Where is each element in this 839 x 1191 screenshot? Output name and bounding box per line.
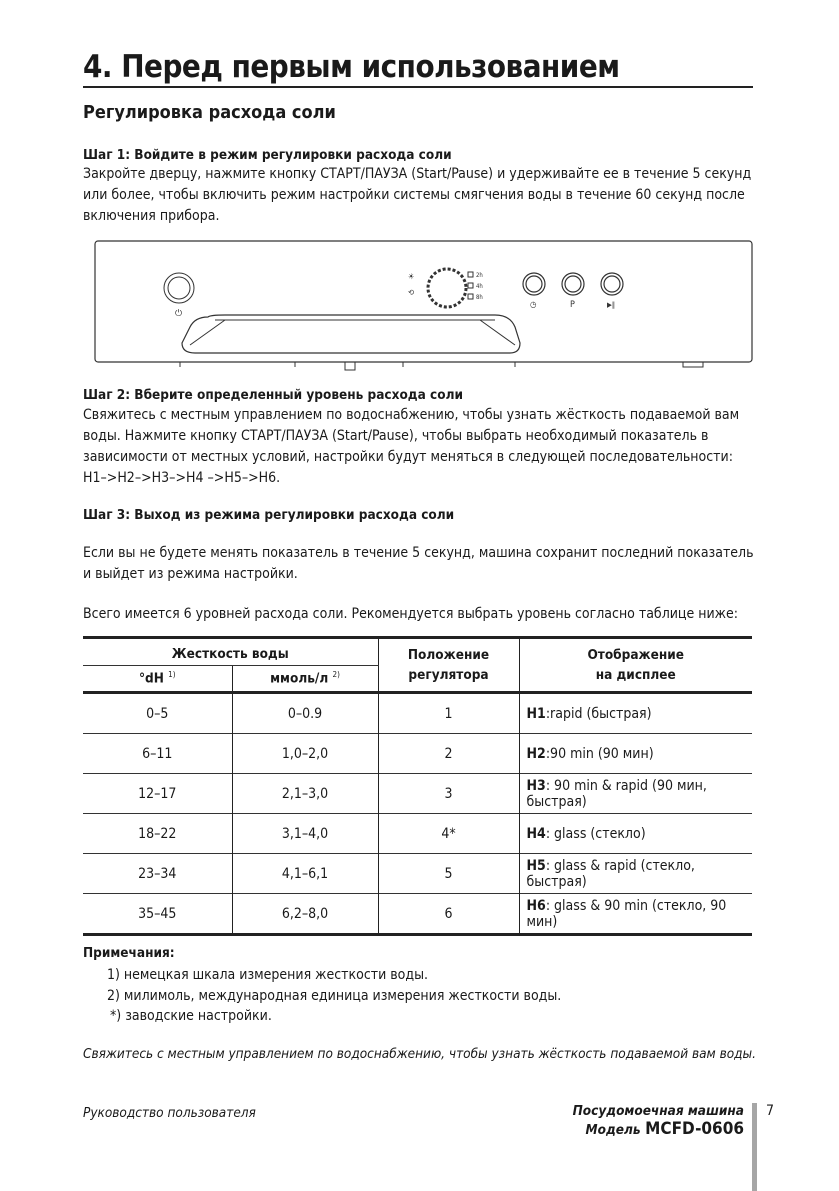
step2-heading: Шаг 2: Вберите определенный уровень расхода соли [83,387,463,403]
header-dh: °dH $^{1)}$ [138,670,176,687]
program-dial [428,269,466,307]
header-mmol: ммоль/л $^{2)}$ [232,666,378,693]
display-desc: : glass (стекло) [545,825,646,842]
step2-text: Свяжитесь с местным управлением по водоснабжению, чтобы узнать жёсткость подаваемой вам воды. Нажмите кнопку СТАРТ/ПАУЗА (Start/Pause), чтобы выбрать необходимый показатель в зависимости от местных условий, настройки будут меняться в следующей последовательности: H1–>H2–>H3–>H4 –>H5–>H6. [83,407,740,486]
note-3: *) заводские настройки. [110,1008,272,1024]
display-desc: : glass & 90 min (стекло, 90 мин) [526,897,727,930]
footer-bar [752,1103,757,1191]
program-icon: P [570,300,575,310]
step3-heading: Шаг 3: Выход из режима регулировки расхода соли [83,507,455,523]
model-number: MCFD-0606 [645,1119,744,1139]
cell-dh: 0–5 [146,705,169,722]
product-name: Посудомоечная машина [572,1103,744,1119]
cell-dh: 18–22 [83,814,232,854]
table-row [83,734,752,774]
display-code: H4 [526,825,546,842]
cell-dh: 35–45 [83,894,232,935]
footer-manual: Руководство пользователя [83,1105,256,1121]
cell-position: 1 [378,693,519,734]
header-position: Положение регулятора [378,638,519,693]
dry-icon: ☀ [408,272,415,281]
table-row [83,774,752,814]
timer-8h: 8h [476,294,483,301]
cell-display [519,894,752,935]
cell-position: 5 [378,854,519,894]
contact-note: Свяжитесь с местным управлением по водоснабжению, чтобы узнать жёсткость подаваемой вам воды. [83,1046,756,1062]
notes-heading: Примечания: [83,945,175,961]
cell-mmol: 2,1–3,0 [232,774,378,814]
cell-display [519,734,752,774]
display-code: H2 [526,745,546,762]
page-title: 4. Перед первым использованием [83,48,753,88]
header-display: Отображение на дисплее [519,638,752,693]
start-pause-icon: ▶‖ [607,301,615,309]
table-row [83,693,752,734]
model-label: Модель [585,1122,641,1138]
cell-mmol: 3,1–4,0 [232,814,378,854]
page-number: 7 [766,1103,775,1119]
table-row [83,894,752,935]
display-code: H5 [526,857,546,874]
display-code: H1 [526,705,546,722]
step3-text: Если вы не будете менять показатель в течение 5 секунд, машина сохранит последний показатель и выйдет из режима настройки. [83,545,754,582]
table-row [83,814,752,854]
display-desc: : glass & rapid (стекло, быстрая) [526,857,695,890]
cell-display [519,814,752,854]
cell-position: 3 [378,774,519,814]
cell-mmol: 0–0.9 [232,693,378,734]
cell-mmol: 6,2–8,0 [232,894,378,935]
salt-level-table [83,636,752,936]
cell-position: 2 [378,734,519,774]
cell-dh: 23–34 [83,854,232,894]
timer-4h: 4h [476,283,483,290]
display-desc: :90 min (90 мин) [545,745,654,762]
note-2: 2) милимоль, международная единица измерения жесткости воды. [107,988,562,1004]
section-title: Регулировка расхода соли [83,102,336,123]
cell-dh: 12–17 [83,774,232,814]
power-button [164,273,194,303]
control-panel-illustration [90,235,760,375]
step1-text: Закройте дверцу, нажмите кнопку СТАРТ/ПАУЗА (Start/Pause) и удерживайте ее в течение 5 секунд или более, чтобы включить режим настройки системы смягчения воды в течение 60 секунд после включения прибора. [83,166,752,224]
display-desc: :rapid (быстрая) [545,705,652,722]
cell-display [519,693,752,734]
power-icon: ⏻ [175,309,183,319]
cell-mmol: 4,1–6,1 [232,854,378,894]
table-intro: Всего имеется 6 уровней расхода соли. Рекомендуется выбрать уровень согласно таблице ниже: [83,606,739,622]
header-hardness: Жесткость воды [83,638,378,666]
step1-heading: Шаг 1: Войдите в режим регулировки расхода соли [83,147,452,163]
display-code: H6 [526,897,546,914]
cell-display [519,854,752,894]
delay-icon: ◷ [530,300,537,309]
cell-position: 6 [378,894,519,935]
note-1: 1) немецкая шкала измерения жесткости воды. [107,967,429,983]
cell-position: 4* [378,814,519,854]
cell-dh: 6–11 [83,734,232,774]
display-desc: : 90 min & rapid (90 мин, быстрая) [526,777,707,810]
cell-mmol: 1,0–2,0 [232,734,378,774]
footer-product [573,1103,744,1139]
cell-display [519,774,752,814]
timer-2h: 2h [476,272,483,279]
display-code: H3 [526,777,546,794]
table-row [83,854,752,894]
rinse-icon: ⟲ [408,288,415,297]
